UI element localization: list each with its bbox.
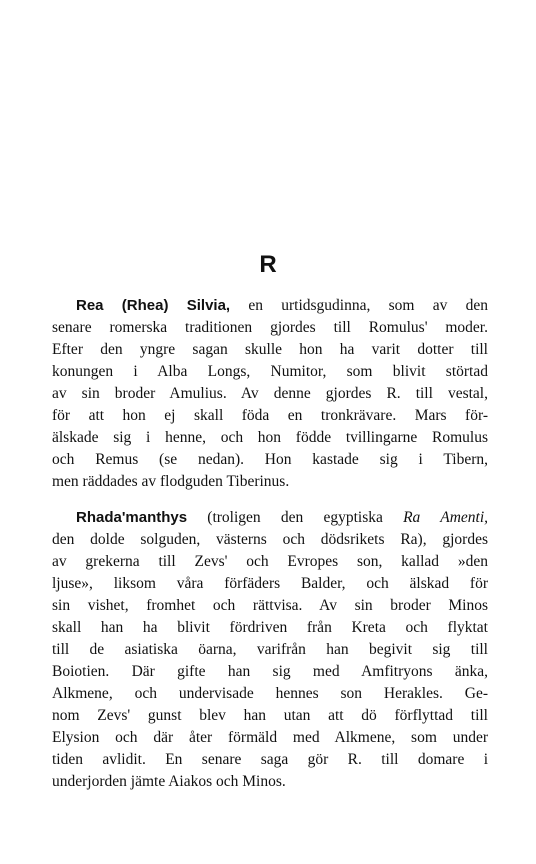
body-text-line: ljuse», liksom våra förfäders Balder, och älskad för <box>52 575 488 592</box>
headword-alt: (Rhea) <box>121 297 169 314</box>
headword-rest: Silvia, <box>186 297 231 314</box>
body-text-line: konungen i Alba Longs, Numitor, som blivit störtad <box>52 363 488 380</box>
entry-first-line <box>52 295 488 317</box>
body-text-line: Boiotien. Där gifte han sig med Amfitryons änka, <box>52 663 488 680</box>
body-text-line: Efter den yngre sagan skulle hon ha varit dotter till <box>52 341 488 358</box>
body-text-line: älskade sig i henne, och hon födde tvillingarne Romulus <box>52 429 488 446</box>
body-text-line: Alkmene, och undervisade hennes son Herakles. Ge- <box>52 685 488 702</box>
body-text-fragment: (troligen den egyptiska <box>187 509 404 526</box>
entry-first-line <box>52 507 488 529</box>
body-text-line: sin vishet, fromhet och rättvisa. Av sin broder Minos <box>52 597 488 614</box>
body-text-line: en urtidsgudinna, som av den <box>230 297 488 314</box>
body-text-line: underjorden jämte Aiakos och Minos. <box>52 773 286 790</box>
body-text-line: för att hon ej skall föda en tronkrävare. Mars för- <box>52 407 488 424</box>
italic-term: Ra Amenti, <box>403 509 489 526</box>
headword: Rea <box>76 297 104 314</box>
body-text-line: skall han ha blivit fördriven från Kreta och flyktat <box>52 619 488 636</box>
body-text-line: senare romerska traditionen gjordes till Romulus' moder. <box>52 319 488 336</box>
section-letter: R <box>259 251 277 278</box>
body-text-line: men räddades av flodguden Tiberinus. <box>52 473 290 490</box>
body-text-line: tiden avlidit. En senare saga gör R. till domare i <box>52 751 488 768</box>
body-text-line: av grekerna till Zevs' och Evropes son, kallad »den <box>52 553 488 570</box>
entry-rea <box>52 295 488 493</box>
body-text-line: Elysion och där åter förmäld med Alkmene, som under <box>52 729 488 746</box>
entry-rhadamanthys <box>52 507 488 793</box>
body-text-line: och Remus (se nedan). Hon kastade sig i Tibern, <box>52 451 488 468</box>
headword: Rhada'manthys <box>76 509 188 526</box>
body-text-line: av sin broder Amulius. Av denne gjordes R. till vestal, <box>52 385 488 402</box>
body-text-line: den dolde solguden, västerns och dödsrikets Ra), gjordes <box>52 531 488 548</box>
body-text-line: nom Zevs' gunst blev han utan att dö förflyttad till <box>52 707 488 724</box>
body-text-line: till de asiatiska öarna, varifrån han begivit sig till <box>52 641 488 658</box>
